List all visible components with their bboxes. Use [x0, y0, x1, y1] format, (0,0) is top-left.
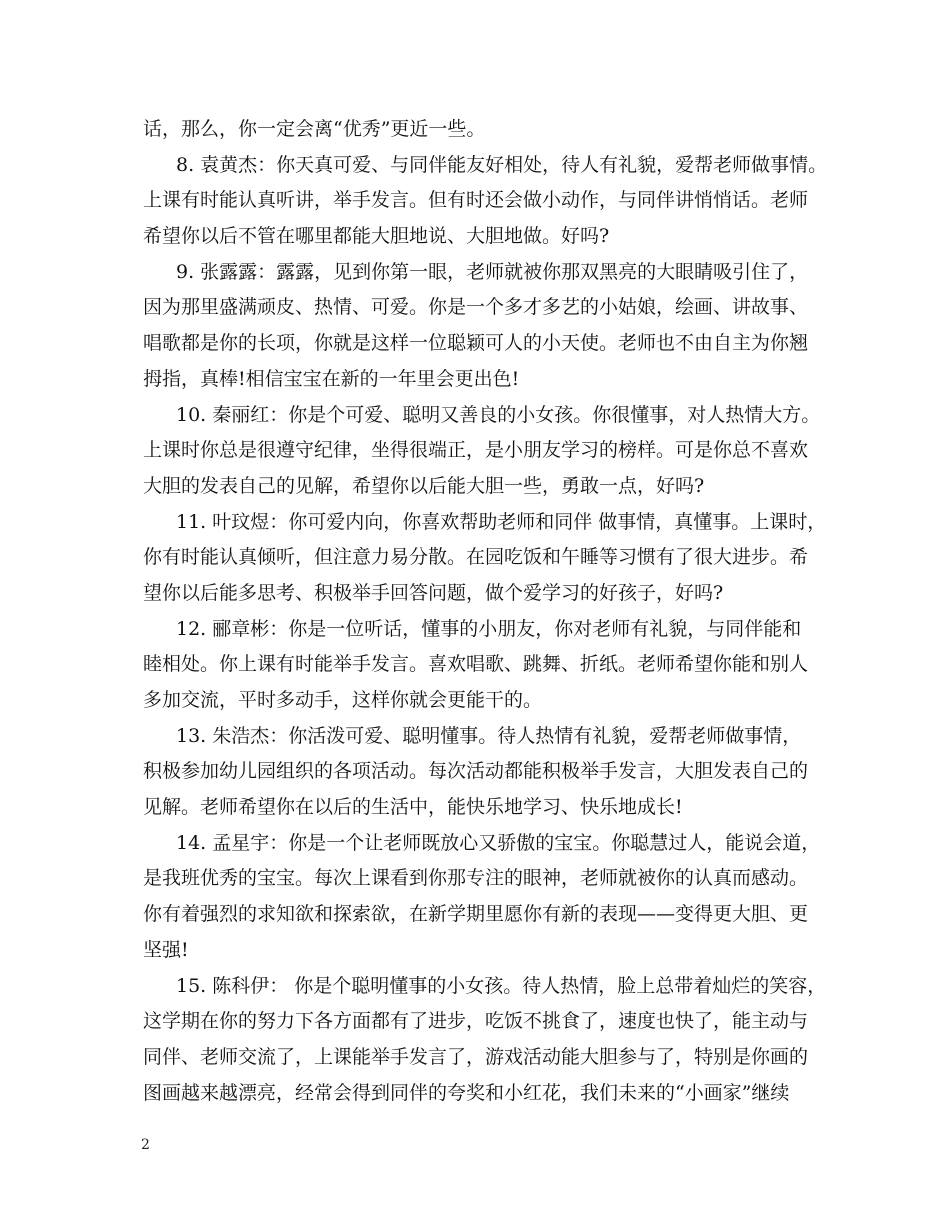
text-line: 坚强! [143, 938, 189, 961]
text-line: 多加交流，平时多动手，这样你就会更能干的。 [143, 689, 543, 711]
text-line: 这学期在你的努力下各方面都有了进步，吃饭不挑食了，速度也快了，能主动与 [143, 1010, 809, 1033]
text-line: 唱歌都是你的长项，你就是这样一位聪颖可人的小天使。老师也不由自主为你翘 [143, 332, 809, 355]
text-line: 你有时能认真倾听，但注意力易分散。在园吃饭和午睡等习惯有了很大进步。希 [143, 546, 809, 569]
page-number: 2 [141, 1137, 150, 1153]
text-line: 希望你以后不管在哪里都能大胆地说、大胆地做。好吗? [143, 225, 610, 248]
text-line: 积极参加幼儿园组织的各项活动。每次活动都能积极举手发言，大胆发表自己的 [143, 760, 809, 783]
text-line: 图画越来越漂亮，经常会得到同伴的夸奖和小红花，我们未来的“小画家”继续 [143, 1081, 790, 1104]
text-line: 11. 叶玟煜：你可爱内向，你喜欢帮助老师和同伴 做事情，真懂事。上课时， [176, 510, 827, 533]
text-line: 14. 孟星宇：你是一个让老师既放心又骄傲的宝宝。你聪慧过人，能说会道， [176, 831, 821, 854]
text-line: 15. 陈科伊： 你是个聪明懂事的小女孩。待人热情，脸上总带着灿烂的笑容， [176, 974, 827, 997]
text-line: 话，那么，你一定会离“优秀”更近一些。 [143, 118, 486, 140]
text-line: 8. 袁黄杰：你天真可爱、与同伴能友好相处，待人有礼貌，爱帮老师做事情。 [176, 153, 828, 176]
text-line: 10. 秦丽红：你是个可爱、聪明又善良的小女孩。你很懂事，对人热情大方。 [176, 403, 821, 426]
text-line: 望你以后能多思考、积极举手回答问题，做个爱学习的好孩子，好吗? [143, 581, 724, 604]
text-line: 上课时你总是很遵守纪律，坐得很端正，是小朋友学习的榜样。可是你总不喜欢 [143, 439, 809, 462]
text-line: 因为那里盛满顽皮、热情、可爱。你是一个多才多艺的小姑娘，绘画、讲故事、 [143, 296, 809, 319]
text-line: 你有着强烈的求知欲和探索欲，在新学期里愿你有新的表现——变得更大胆、更 [143, 903, 809, 926]
text-line: 拇指，真棒!相信宝宝在新的一年里会更出色! [143, 367, 520, 390]
document-body [143, 112, 828, 1111]
text-line: 上课有时能认真听讲，举手发言。但有时还会做小动作，与同伴讲悄悄话。老师 [143, 189, 809, 212]
text-line: 见解。老师希望你在以后的生活中，能快乐地学习、快乐地成长! [143, 796, 683, 819]
text-line: 9. 张露露：露露，见到你第一眼，老师就被你那双黑亮的大眼睛吸引住了， [176, 260, 809, 283]
text-line: 睦相处。你上课有时能举手发言。喜欢唱歌、跳舞、折纸。老师希望你能和别人 [143, 653, 809, 676]
text-line: 13. 朱浩杰：你活泼可爱、聪明懂事。待人热情有礼貌，爱帮老师做事情， [176, 724, 802, 747]
text-line: 是我班优秀的宝宝。每次上课看到你那专注的眼神，老师就被你的认真而感动。 [143, 867, 809, 890]
text-line: 同伴、老师交流了，上课能举手发言了，游戏活动能大胆参与了，特别是你画的 [143, 1045, 809, 1068]
text-line: 大胆的发表自己的见解，希望你以后能大胆一些，勇敢一点，好吗? [143, 474, 705, 497]
text-line: 12. 郦章彬：你是一位听话，懂事的小朋友，你对老师有礼貌，与同伴能和 [176, 617, 802, 640]
